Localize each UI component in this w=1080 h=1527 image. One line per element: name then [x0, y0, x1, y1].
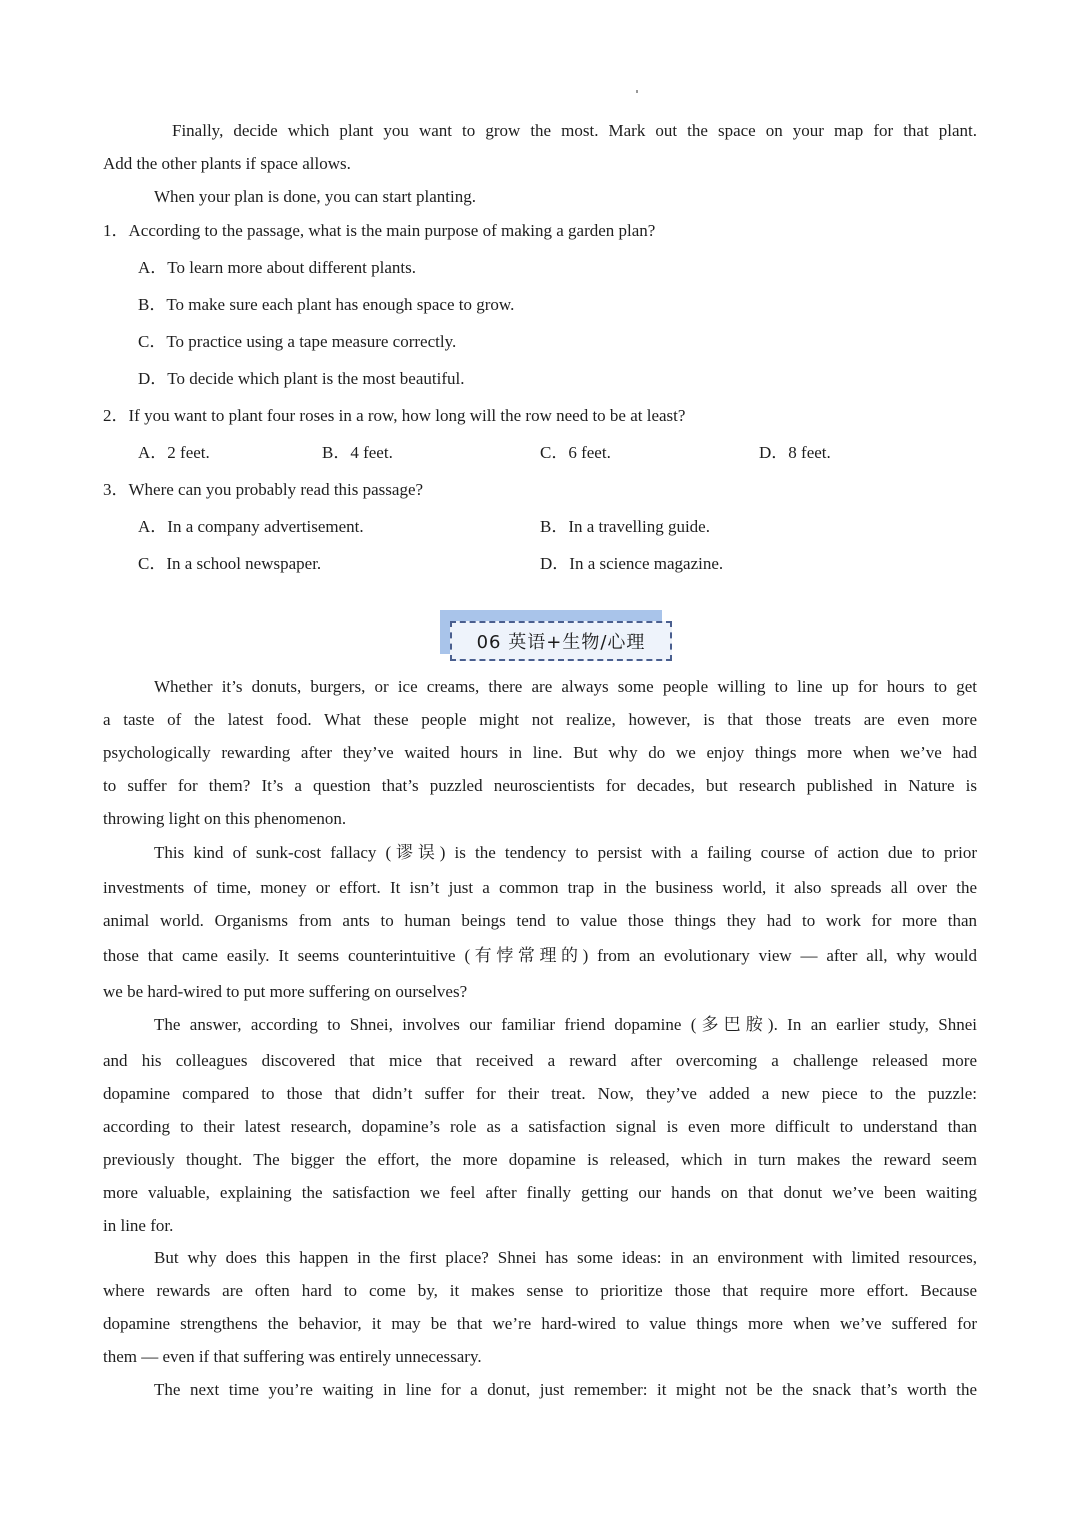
article-line: Whether it’s donuts, burgers, or ice creams, there are always some people willing to line up for hours to get — [154, 677, 977, 696]
article-line: This kind of sunk-cost fallacy (谬误) is the tendency to persist with a failing course of action due to prior — [154, 843, 977, 862]
article-line: animal world. Organisms from ants to human beings tend to value those things they had to work for more than — [103, 911, 977, 930]
article-line: psychologically rewarding after they’ve waited hours in line. But why do we enjoy things more when we’ve had — [103, 743, 977, 762]
article-line: But why does this happen in the first place? Shnei has some ideas: in an environment with limited resources, — [154, 1248, 977, 1267]
article-line: them — even if that suffering was entirely unnecessary. — [103, 1347, 482, 1366]
article-line: The next time you’re waiting in line for a donut, just remember: it might not be the snack that’s worth the — [154, 1380, 977, 1399]
passage-line: When your plan is done, you can start planting. — [154, 187, 476, 206]
article-line: where rewards are often hard to come by, it makes sense to prioritize those that require more effort. Because — [103, 1281, 977, 1300]
question-3-option-d: D．In a science magazine. — [540, 554, 724, 573]
article-line: those that came easily. It seems counterintuitive (有悖常理的) from an evolutionary view — after all, why would — [103, 946, 977, 965]
question-2-option-d: D．8 feet. — [759, 443, 831, 462]
question-3-option-a: A．In a company advertisement. — [138, 517, 364, 536]
question-2-option-b: B．4 feet. — [322, 443, 393, 462]
question-3-option-b: B．In a travelling guide. — [540, 517, 710, 536]
question-1-stem: 1．According to the passage, what is the main purpose of making a garden plan? — [103, 221, 656, 240]
question-2-stem: 2．If you want to plant four roses in a row, how long will the row need to be at least? — [103, 406, 686, 425]
article-line: a taste of the latest food. What these people might not realize, however, is that those treats are even more — [103, 710, 977, 729]
passage-line: Finally, decide which plant you want to grow the most. Mark out the space on your map for that plant. — [172, 121, 977, 140]
article-line: to suffer for them? It’s a question that’s puzzled neuroscientists for decades, but research published in Nature is — [103, 776, 977, 795]
article-line: and his colleagues discovered that mice that received a reward after overcoming a challenge released more — [103, 1051, 977, 1070]
article-line: according to their latest research, dopamine’s role as a satisfaction signal is even more difficult to understand than — [103, 1117, 977, 1136]
article-line: more valuable, explaining the satisfaction we feel after finally getting our hands on that donut we’ve been waiting — [103, 1183, 977, 1202]
section-header — [440, 610, 662, 662]
document-page — [103, 0, 977, 1527]
article-line: we be hard-wired to put more suffering on ourselves? — [103, 982, 468, 1001]
passage-line: Add the other plants if space allows. — [103, 154, 351, 173]
article-line: dopamine strengthens the behavior, it may be that we’re hard-wired to value things more when we’ve suffered for — [103, 1314, 977, 1333]
question-2-option-a: A．2 feet. — [138, 443, 210, 462]
article-line: previously thought. The bigger the effort, the more dopamine is released, which in turn makes the reward seem — [103, 1150, 977, 1169]
question-1-option-d: D．To decide which plant is the most beautiful. — [138, 369, 465, 388]
question-1-option-c: C．To practice using a tape measure correctly. — [138, 332, 457, 351]
article-line: investments of time, money or effort. It isn’t just a common trap in the business world, it also spreads all over the — [103, 878, 977, 897]
question-3-option-c: C．In a school newspaper. — [138, 554, 322, 573]
question-1-option-a: A．To learn more about different plants. — [138, 258, 416, 277]
question-3-stem: 3．Where can you probably read this passage? — [103, 480, 424, 499]
article-line: in line for. — [103, 1216, 174, 1235]
article-line: dopamine compared to those that didn’t suffer for their treat. Now, they’ve added a new piece to the puzzle: — [103, 1084, 977, 1103]
section-title: 06 英语+生物/心理 — [450, 621, 672, 661]
article-line: The answer, according to Shnei, involves our familiar friend dopamine (多巴胺). In an earlier study, Shnei — [154, 1015, 977, 1034]
question-1-option-b: B．To make sure each plant has enough space to grow. — [138, 295, 515, 314]
article-line: throwing light on this phenomenon. — [103, 809, 347, 828]
question-2-option-c: C．6 feet. — [540, 443, 611, 462]
